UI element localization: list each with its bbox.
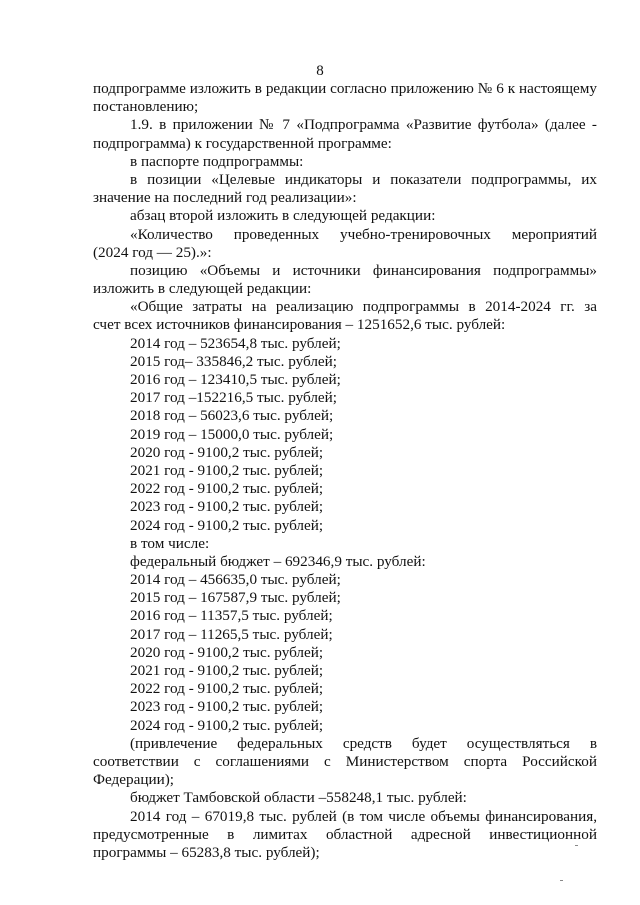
- text-line: 2019 год – 15000,0 тыс. рублей;: [130, 425, 334, 443]
- text-line: 2014 год – 456635,0 тыс. рублей;: [130, 571, 341, 589]
- text-line: 2016 год – 123410,5 тыс. рублей;: [130, 371, 341, 388]
- text-line: бюджет Тамбовской области –558248,1 тыс. рублей:: [130, 789, 467, 807]
- text-line: 2021 год - 9100,2 тыс. рублей;: [130, 461, 324, 479]
- text-line: (привлечение федеральных средств будет осуществляться в: [130, 734, 597, 752]
- text-line: 2020 год - 9100,2 тыс. рублей;: [130, 643, 324, 661]
- text-line: 2020 год - 9100,2 тыс. рублей;: [130, 443, 324, 461]
- text-line: «Количество проведенных учебно-тренировочных мероприятий: [130, 225, 597, 243]
- text-line: счет всех источников финансирования – 1251652,6 тыс. рублей:: [93, 316, 506, 334]
- scan-speck: [560, 880, 563, 881]
- text-line: 2017 год –152216,5 тыс. рублей;: [130, 389, 338, 407]
- text-line: 2023 год - 9100,2 тыс. рублей;: [130, 698, 324, 716]
- scan-speck: [575, 845, 578, 846]
- text-line: Федерации);: [93, 771, 175, 789]
- text-line: 2024 год - 9100,2 тыс. рублей;: [130, 516, 324, 534]
- page-number: 8: [316, 63, 324, 79]
- text-line: 2014 год – 67019,8 тыс. рублей (в том числе объемы финансирования,: [130, 807, 597, 825]
- text-line: позицию «Объемы и источники финансирования подпрограммы»: [130, 261, 597, 279]
- text-line: постановлению;: [93, 98, 199, 116]
- text-line: 2021 год - 9100,2 тыс. рублей;: [130, 662, 324, 679]
- text-line: соответствии с соглашениями с Министерством спорта Российской: [93, 752, 597, 770]
- text-line: 2014 год – 523654,8 тыс. рублей;: [130, 334, 341, 352]
- text-line: 2017 год – 11265,5 тыс. рублей;: [130, 625, 333, 643]
- text-line: в позиции «Целевые индикаторы и показатели подпрограммы, их: [130, 170, 597, 188]
- text-line: значение на последний год реализации»:: [93, 189, 357, 207]
- text-line: предусмотренные в лимитах областной адресной инвестиционной: [93, 825, 597, 843]
- text-line: федеральный бюджет – 692346,9 тыс. рублей:: [130, 552, 426, 570]
- text-line: подпрограмма) к государственной программе:: [93, 134, 392, 152]
- text-line: абзац второй изложить в следующей редакции:: [130, 207, 436, 225]
- text-line: программы – 65283,8 тыс. рублей);: [93, 843, 320, 861]
- text-line: (2024 год — 25).»:: [93, 243, 212, 261]
- text-line: 2022 год - 9100,2 тыс. рублей;: [130, 680, 324, 698]
- text-line: 2022 год - 9100,2 тыс. рублей;: [130, 480, 324, 498]
- text-line: 2015 год – 167587,9 тыс. рублей;: [130, 589, 341, 607]
- text-line: 2024 год - 9100,2 тыс. рублей;: [130, 716, 324, 734]
- text-line: 2018 год – 56023,6 тыс. рублей;: [130, 407, 334, 425]
- text-line: 2015 год– 335846,2 тыс. рублей;: [130, 352, 338, 370]
- text-line: 2016 год – 11357,5 тыс. рублей;: [130, 607, 333, 625]
- text-line: в паспорте подпрограммы:: [130, 152, 304, 170]
- text-line: 2023 год - 9100,2 тыс. рублей;: [130, 498, 324, 516]
- text-line: подпрограмме изложить в редакции согласно приложению № 6 к настоящему: [93, 80, 597, 97]
- document-body: [93, 80, 597, 862]
- text-line: в том числе:: [130, 534, 210, 552]
- text-line: изложить в следующей редакции:: [93, 280, 312, 298]
- text-line: «Общие затраты на реализацию подпрограммы в 2014-2024 гг. за: [130, 298, 597, 316]
- text-line: 1.9. в приложении № 7 «Подпрограмма «Развитие футбола» (далее -: [130, 116, 597, 134]
